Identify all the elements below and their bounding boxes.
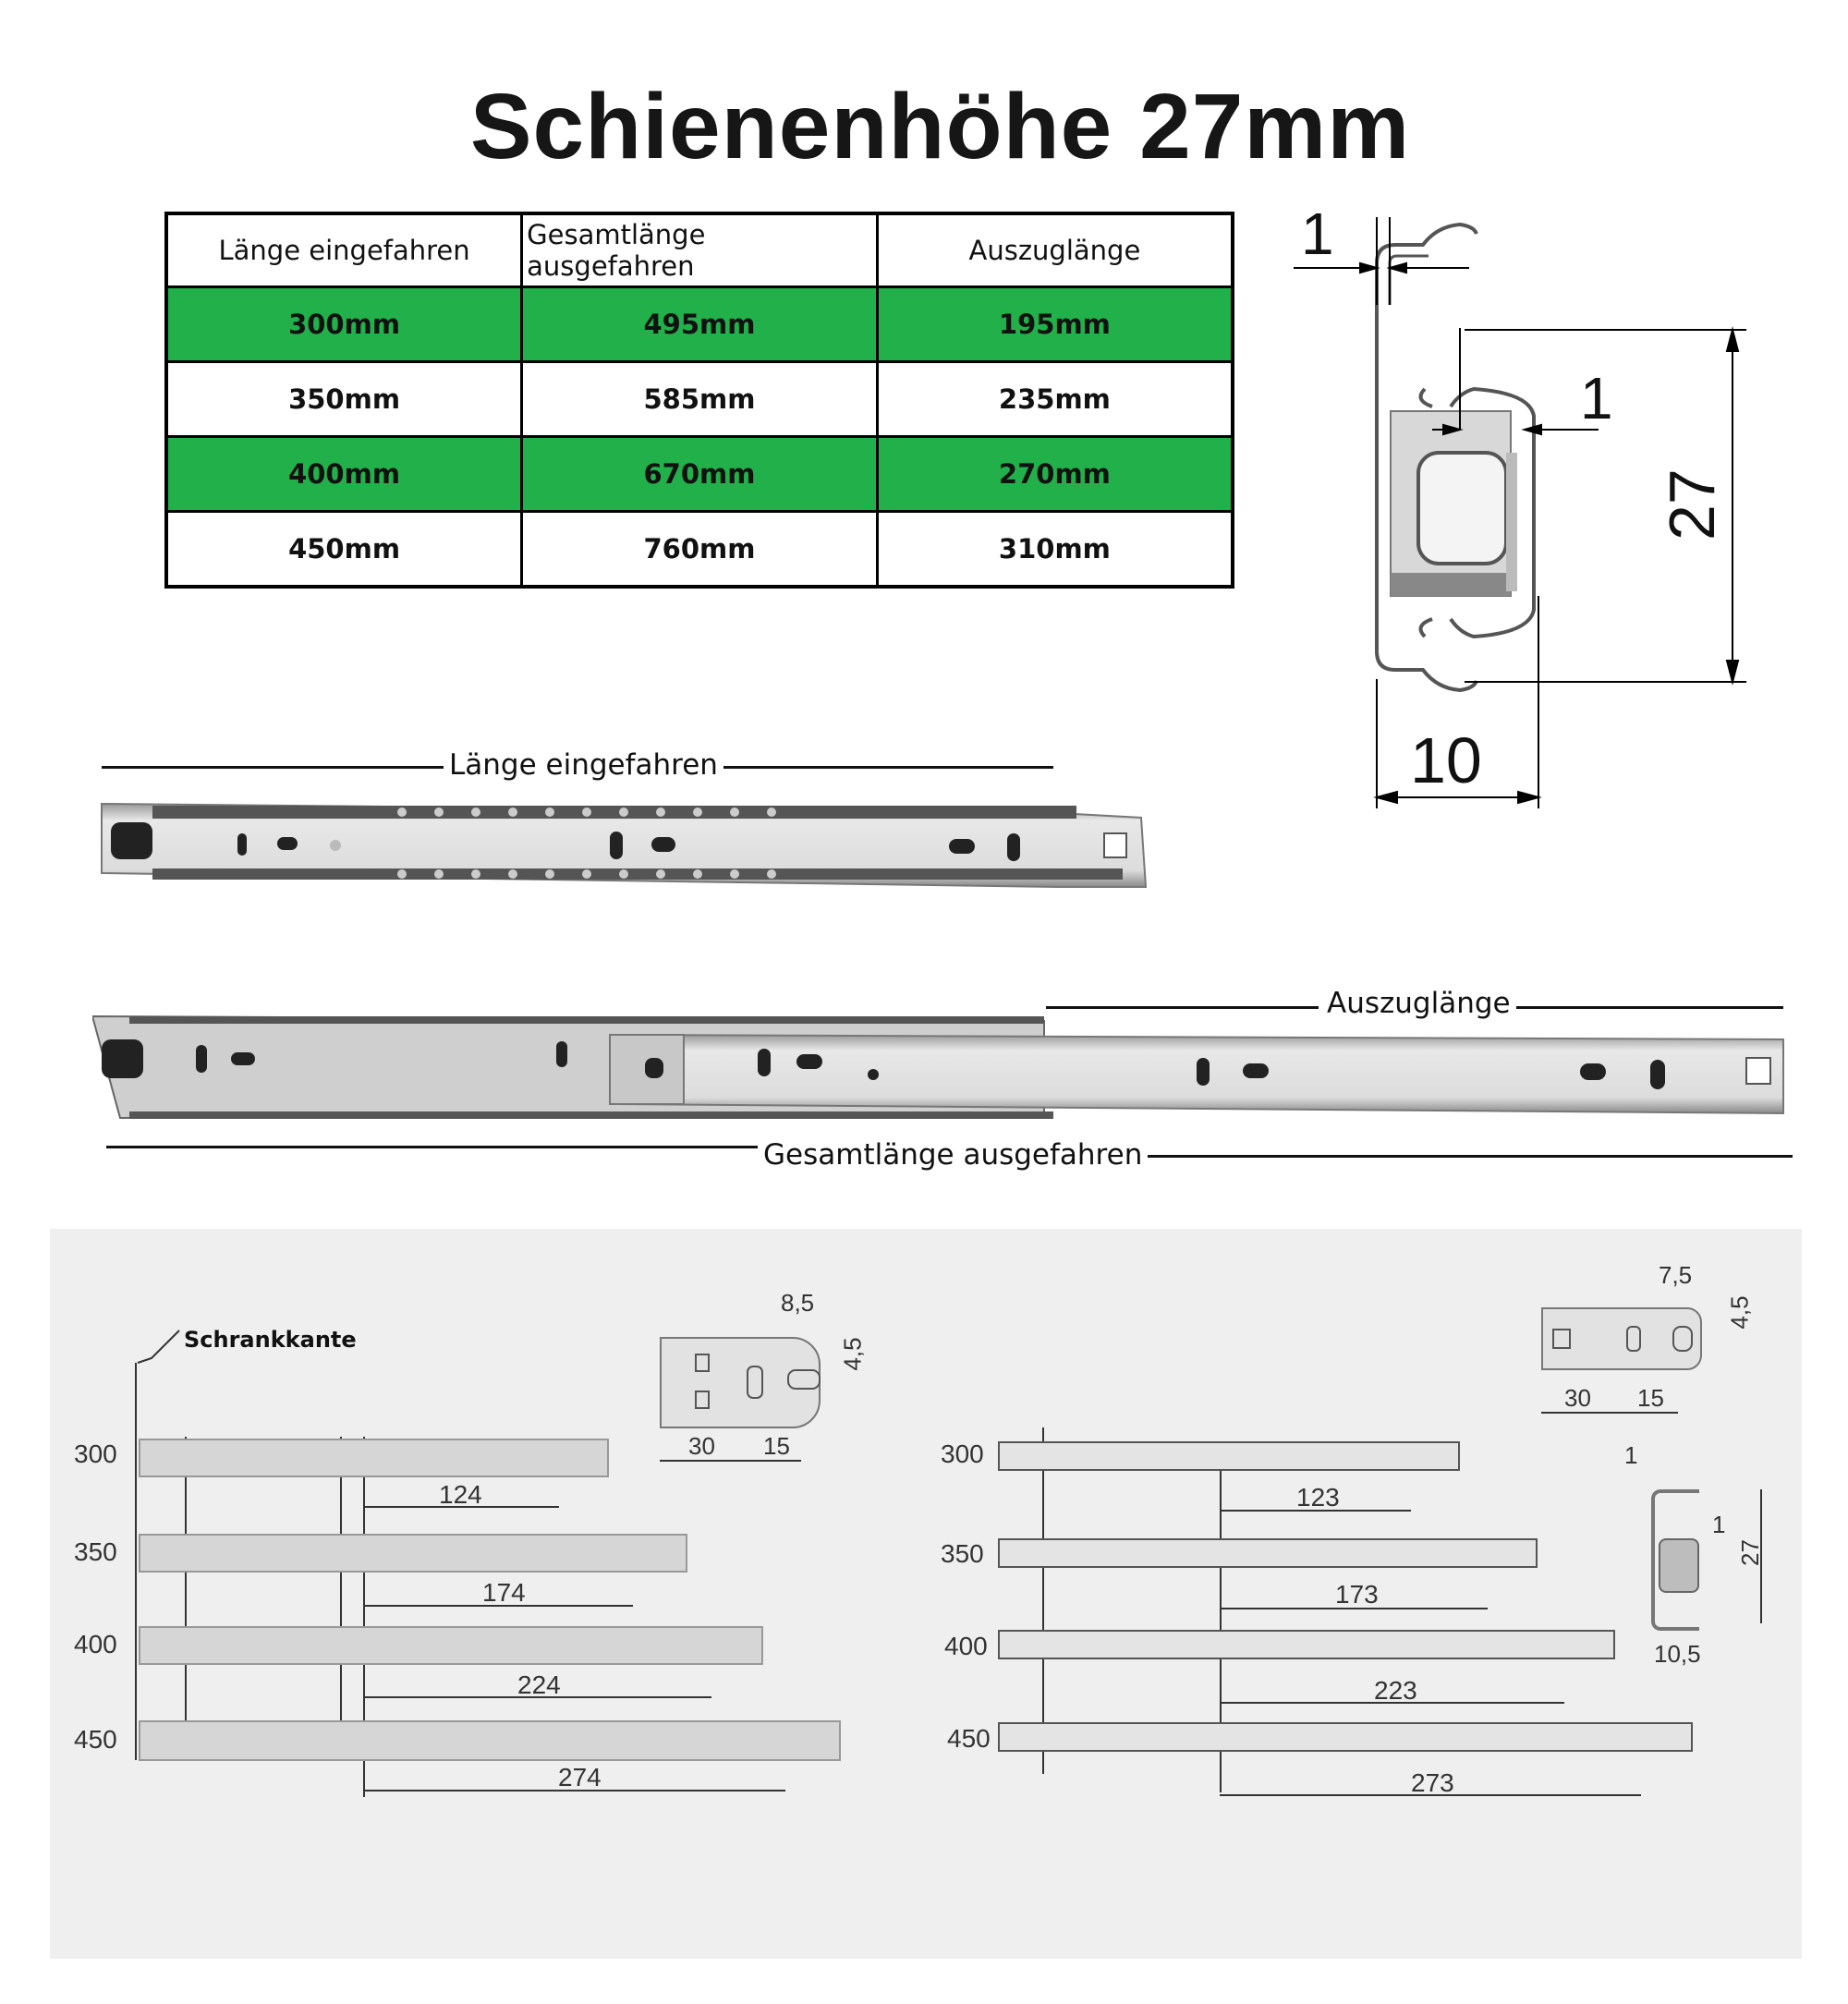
extension-label: Auszuglänge <box>1321 987 1516 1020</box>
right-profile-gap: 1 <box>1624 1441 1638 1469</box>
table-cell: 450mm <box>166 512 522 588</box>
left-rail-450 <box>139 1720 841 1761</box>
table-cell: 760mm <box>522 512 878 588</box>
table-cell: 350mm <box>166 362 522 437</box>
right-profile-width: 10,5 <box>1654 1640 1701 1668</box>
left-rail-400 <box>139 1626 763 1665</box>
right-detail-b: 4,5 <box>1725 1295 1754 1330</box>
total-length-label: Gesamtlänge ausgefahren <box>758 1138 1148 1172</box>
right-profile-inner: 1 <box>1712 1511 1726 1538</box>
extension-line-left <box>1046 1006 1319 1009</box>
table-row <box>166 512 1233 588</box>
left-distance-224: 224 <box>517 1670 561 1699</box>
table-row <box>166 362 1233 437</box>
left-length-350: 350 <box>74 1537 117 1566</box>
header-total-length: Gesamtlänge ausgefahren <box>522 213 878 287</box>
closed-length-label: Länge eingefahren <box>444 748 723 782</box>
table-row <box>166 437 1233 512</box>
right-rail-300 <box>998 1441 1460 1471</box>
right-length-350: 350 <box>941 1539 984 1568</box>
extension-line-right <box>1506 1006 1783 1009</box>
technical-drawings <box>50 1229 1802 1959</box>
left-detail-c: 30 <box>688 1432 715 1460</box>
table-cell: 195mm <box>877 287 1233 362</box>
header-extension: Auszuglänge <box>877 213 1233 287</box>
page-title: Schienenhöhe 27mm <box>469 75 1411 178</box>
table-cell: 585mm <box>522 362 878 437</box>
left-detail-b: 4,5 <box>838 1337 867 1371</box>
table-header-row <box>166 213 1233 287</box>
right-detail-c: 30 <box>1564 1384 1591 1412</box>
right-length-450: 450 <box>947 1724 991 1753</box>
total-line-left <box>106 1146 762 1148</box>
spec-table <box>164 212 1234 589</box>
header-length-closed: Länge eingefahren <box>166 213 522 287</box>
table-cell: 495mm <box>522 287 878 362</box>
right-rail-450 <box>998 1722 1693 1752</box>
right-length-300: 300 <box>941 1439 984 1468</box>
dim-width: 10 <box>1410 724 1482 796</box>
table-cell: 310mm <box>877 512 1233 588</box>
right-detail-d: 15 <box>1637 1384 1664 1412</box>
table-cell: 270mm <box>877 437 1233 512</box>
right-rail-350 <box>998 1538 1538 1568</box>
closed-rail-photo <box>97 795 1160 905</box>
cabinet-edge-label: Schrankkante <box>184 1327 357 1353</box>
left-detail-a: 8,5 <box>781 1289 815 1317</box>
left-detail-d: 15 <box>763 1432 790 1460</box>
left-length-450: 450 <box>74 1725 117 1754</box>
right-distance-273: 273 <box>1411 1768 1454 1797</box>
table-cell: 670mm <box>522 437 878 512</box>
dim-height: 27 <box>1656 468 1728 540</box>
left-distance-274: 274 <box>558 1763 602 1791</box>
right-distance-123: 123 <box>1296 1483 1340 1512</box>
right-length-400: 400 <box>944 1632 988 1660</box>
table-cell: 235mm <box>877 362 1233 437</box>
dim-top-gap: 1 <box>1301 200 1334 267</box>
right-rail-400 <box>998 1630 1615 1659</box>
right-distance-223: 223 <box>1374 1676 1417 1705</box>
right-profile-height: 27 <box>1735 1539 1764 1566</box>
total-line-right <box>1095 1155 1793 1158</box>
dim-inner-gap: 1 <box>1580 365 1613 431</box>
left-rail-300 <box>139 1439 609 1477</box>
left-distance-124: 124 <box>439 1480 482 1509</box>
right-distance-173: 173 <box>1335 1580 1379 1609</box>
left-distance-174: 174 <box>482 1578 526 1607</box>
right-detail-a: 7,5 <box>1659 1261 1693 1289</box>
left-length-300: 300 <box>74 1439 117 1468</box>
table-cell: 300mm <box>166 287 522 362</box>
left-length-400: 400 <box>74 1630 117 1658</box>
extended-rail-photo <box>92 1012 1793 1141</box>
table-row <box>166 287 1233 362</box>
profile-cross-section <box>1275 199 1793 827</box>
table-cell: 400mm <box>166 437 522 512</box>
left-rail-350 <box>139 1534 687 1573</box>
